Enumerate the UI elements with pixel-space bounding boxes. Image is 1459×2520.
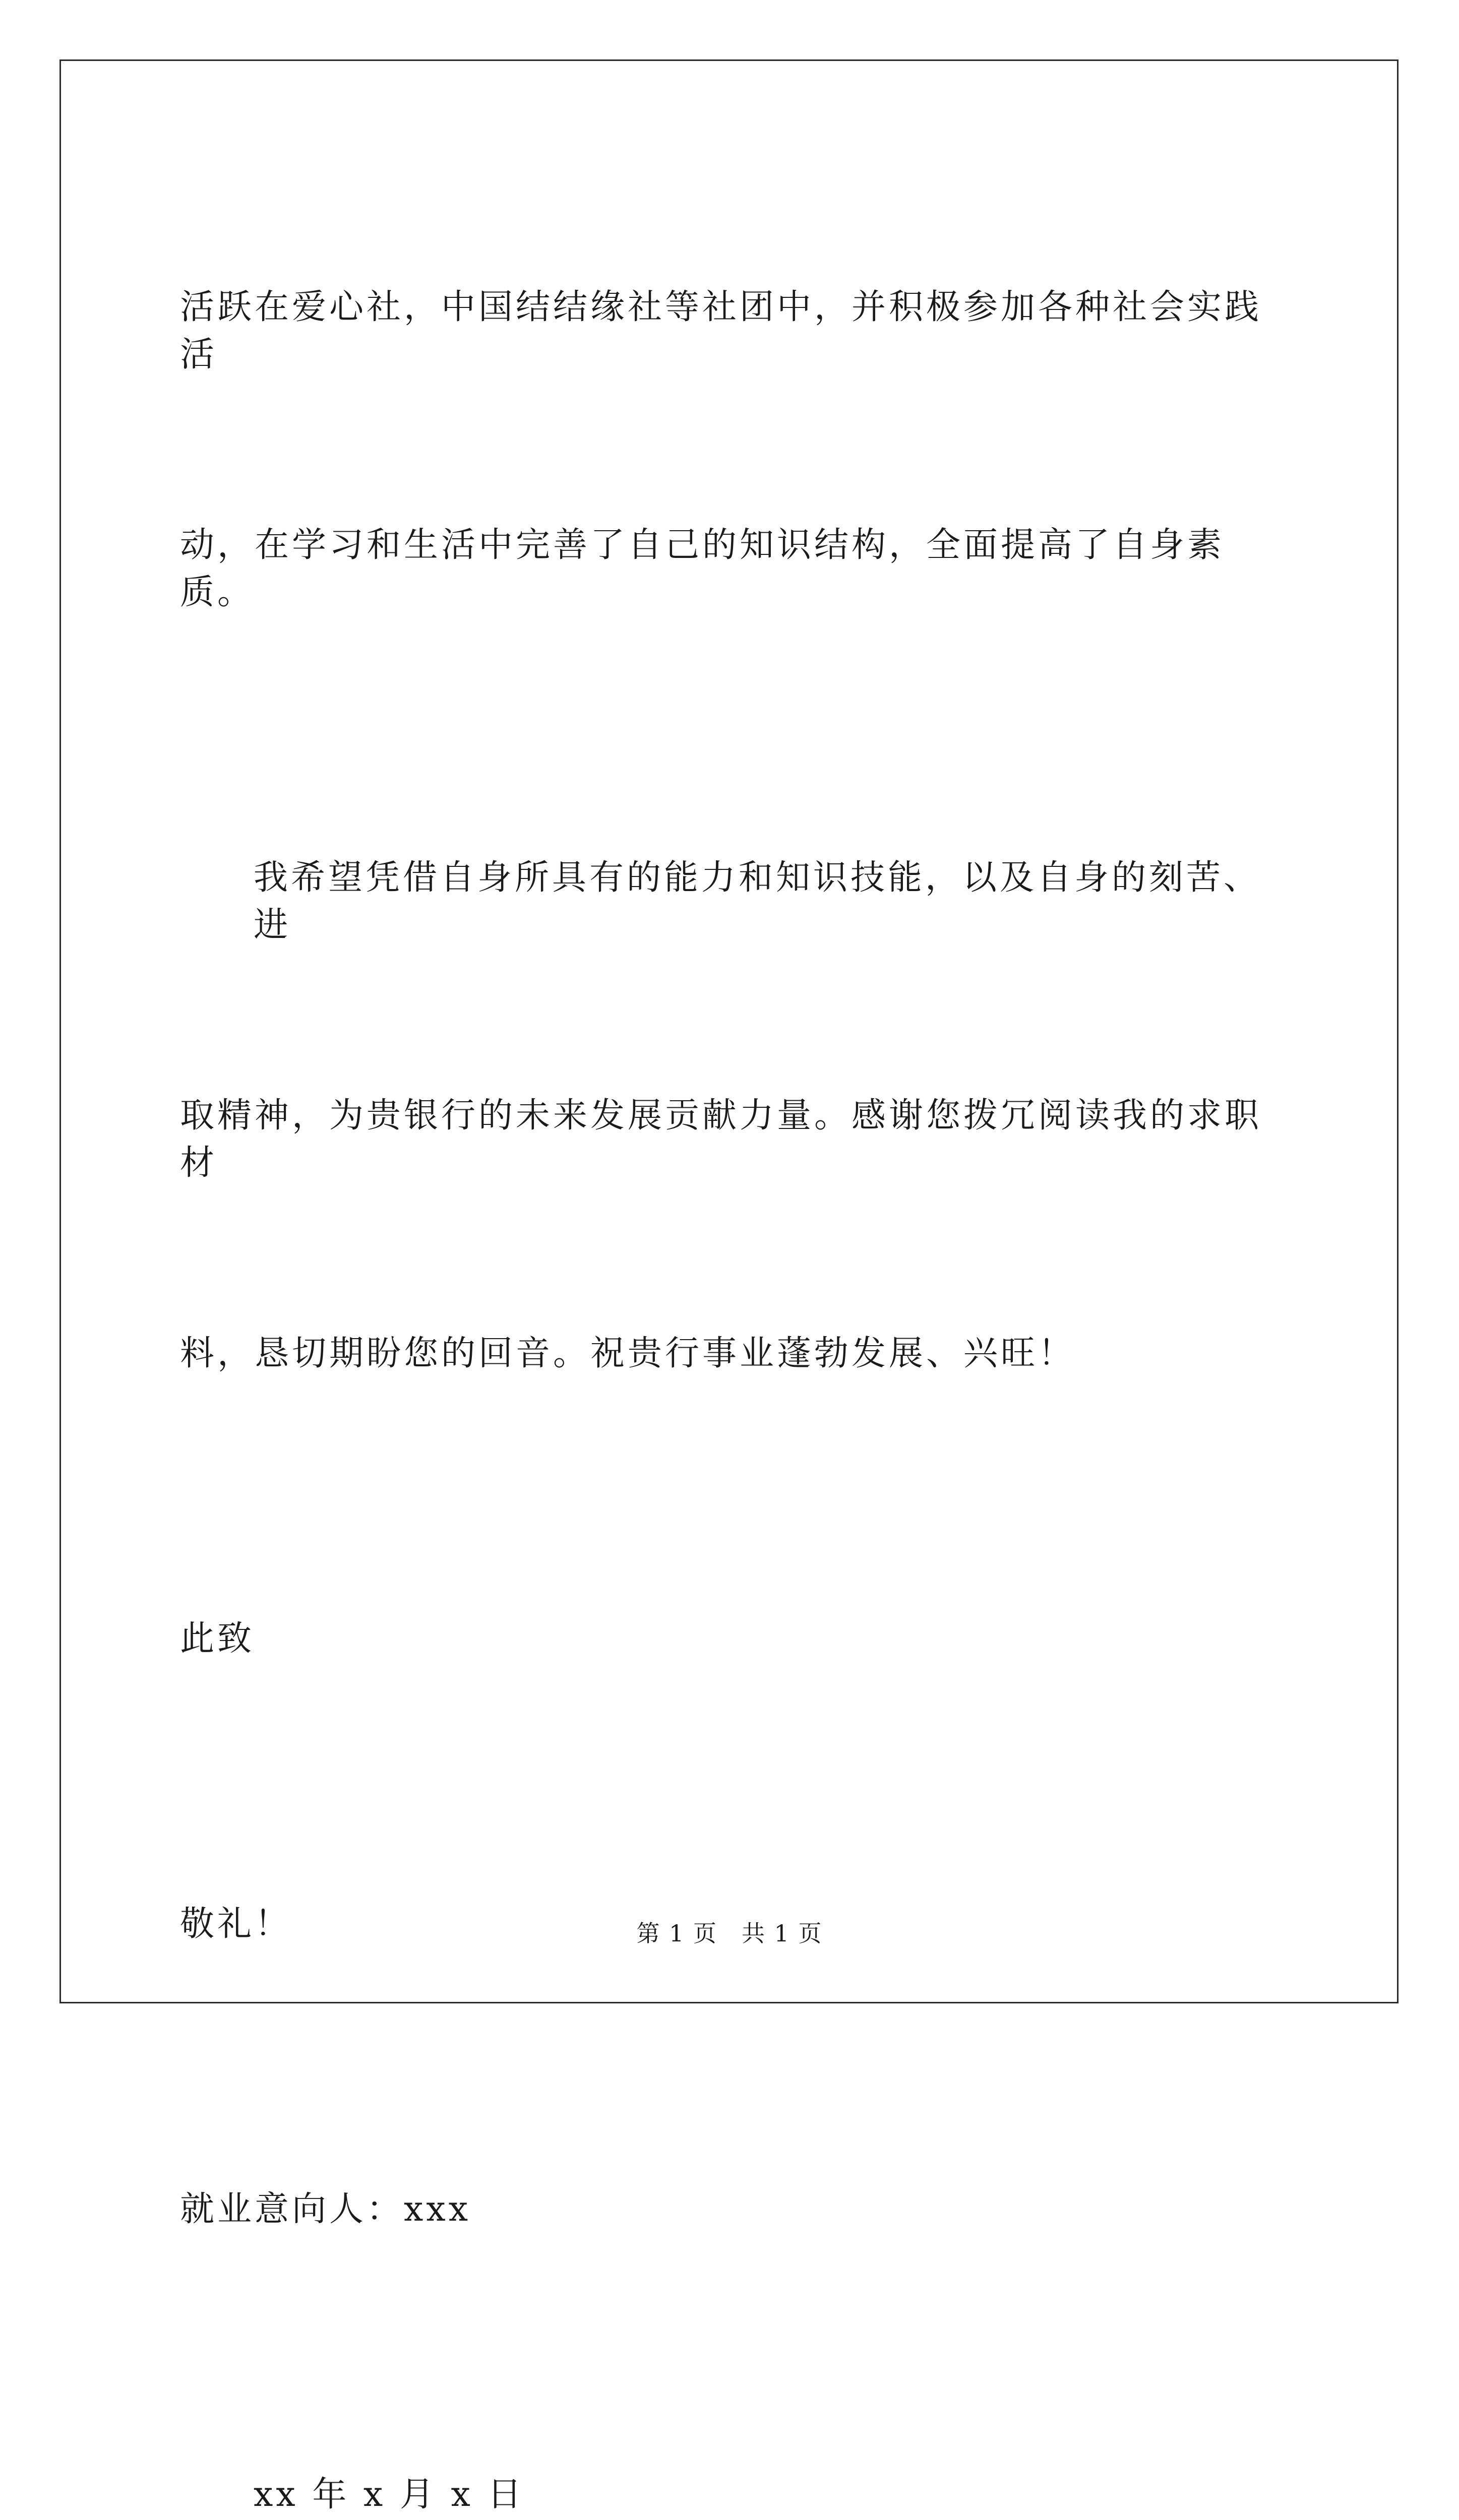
page-number: 第 1 页 共 1 页 — [636, 1920, 823, 1947]
text-line: 此致 — [180, 1619, 255, 1659]
text-line: xx 年 x 月 x 日 — [254, 2475, 525, 2514]
paragraph-activities — [180, 189, 1289, 711]
text-line: 料，恳切期盼您的回音。祝贵行事业蓬勃发展、兴旺！ — [180, 1334, 1076, 1373]
paragraph-hope — [180, 760, 1289, 1472]
paragraph-date — [180, 2376, 1289, 2520]
paragraph-signer — [180, 2091, 1289, 2328]
text-line: 敬礼！ — [180, 1904, 292, 1944]
text-line: 我希望凭借自身所具有的能力和知识技能，以及自身的刻苦、进 — [254, 858, 1261, 945]
text-line: 就业意向人：xxx — [180, 2189, 471, 2229]
text-line: 动，在学习和生活中完善了自己的知识结构，全面提高了自身素质。 — [180, 525, 1225, 612]
text-line: 活跃在爱心社，中国结结缘社等社团中，并积极参加各种社会实践活 — [180, 287, 1262, 374]
text-line: 取精神，为贵银行的未来发展贡献力量。感谢您拨冗阅读我的求职材 — [180, 1096, 1262, 1183]
document-body — [180, 189, 1289, 2520]
paragraph-salutation — [180, 1521, 1289, 1757]
